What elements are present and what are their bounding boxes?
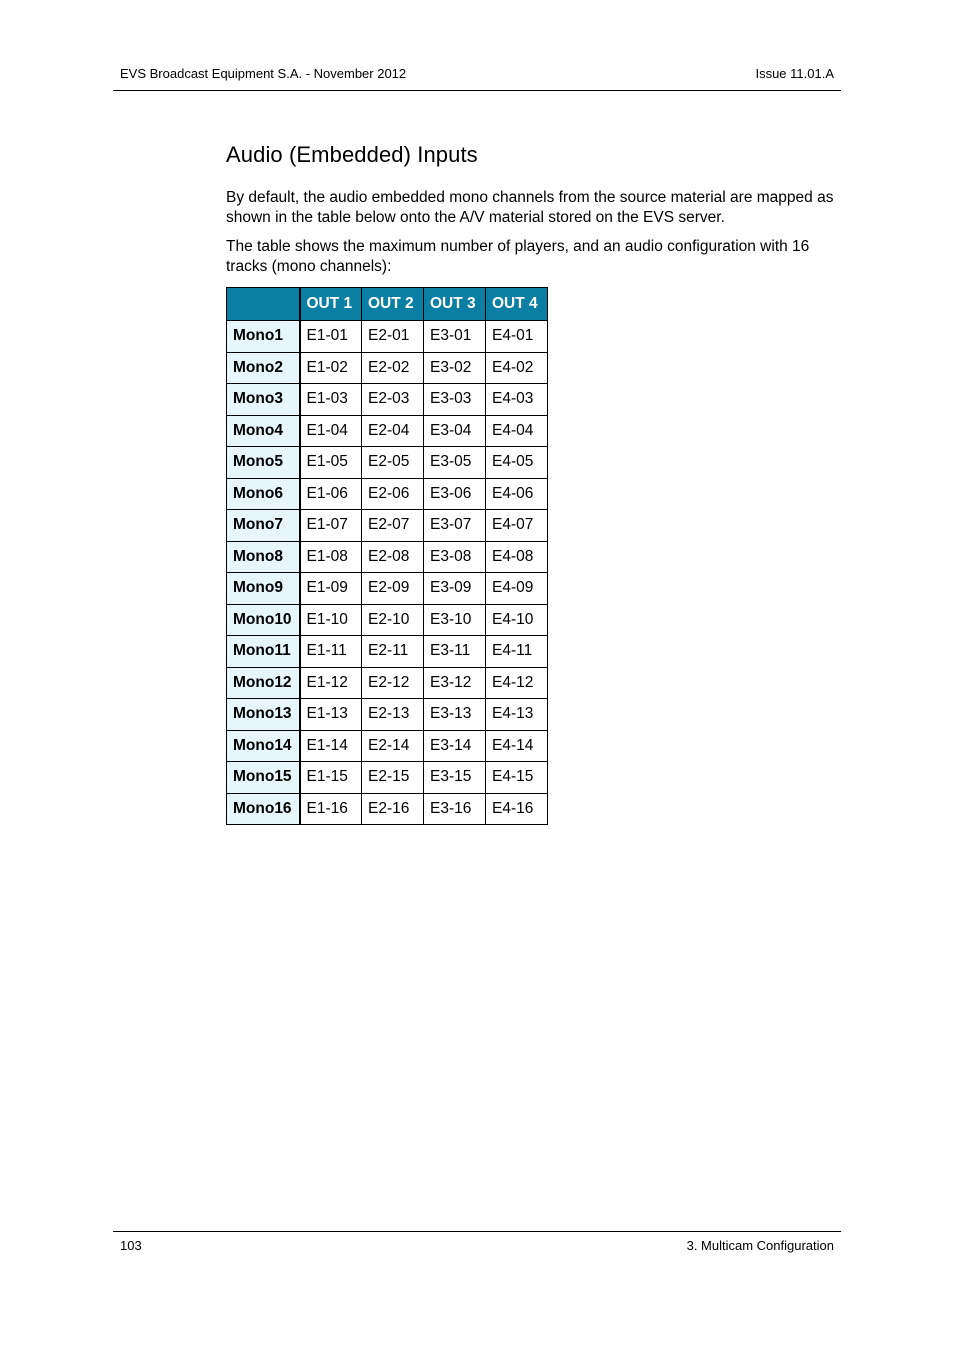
- table-cell: E2-01: [362, 321, 424, 353]
- table-cell: E3-03: [424, 384, 486, 416]
- audio-mapping-table: [226, 287, 548, 825]
- table-cell: E3-16: [424, 793, 486, 825]
- table-cell: E3-09: [424, 573, 486, 605]
- table-cell: E3-13: [424, 699, 486, 731]
- section-title: Audio (Embedded) Inputs: [226, 142, 478, 167]
- table-row: [227, 699, 548, 731]
- table-cell: E2-06: [362, 478, 424, 510]
- row-header-cell: Mono1: [227, 321, 300, 353]
- table-cell: E4-16: [486, 793, 548, 825]
- table-row: [227, 510, 548, 542]
- table-cell: E3-15: [424, 762, 486, 794]
- table-cell: E4-10: [486, 604, 548, 636]
- row-header-cell: Mono2: [227, 352, 300, 384]
- table-cell: E4-07: [486, 510, 548, 542]
- row-header-cell: Mono13: [227, 699, 300, 731]
- column-header: OUT 4: [486, 288, 548, 321]
- table-cell: E3-01: [424, 321, 486, 353]
- row-header-cell: Mono8: [227, 541, 300, 573]
- table-cell: E4-05: [486, 447, 548, 479]
- table-cell: E2-10: [362, 604, 424, 636]
- table-cell: E2-16: [362, 793, 424, 825]
- column-header: OUT 1: [300, 288, 362, 321]
- table-row: [227, 478, 548, 510]
- table-row: [227, 573, 548, 605]
- row-header-cell: Mono11: [227, 636, 300, 668]
- row-header-cell: Mono16: [227, 793, 300, 825]
- table-cell: E4-03: [486, 384, 548, 416]
- table-cell: E4-06: [486, 478, 548, 510]
- table-row: [227, 352, 548, 384]
- table-cell: E2-03: [362, 384, 424, 416]
- table-cell: E1-09: [300, 573, 362, 605]
- table-cell: E2-15: [362, 762, 424, 794]
- table-cell: E4-13: [486, 699, 548, 731]
- table-cell: E2-02: [362, 352, 424, 384]
- table-cell: E1-11: [300, 636, 362, 668]
- table-cell: E3-04: [424, 415, 486, 447]
- table-row: [227, 604, 548, 636]
- table-cell: E2-04: [362, 415, 424, 447]
- table-row: [227, 636, 548, 668]
- row-header-cell: Mono5: [227, 447, 300, 479]
- table-cell: E1-10: [300, 604, 362, 636]
- page-number: 103: [120, 1238, 142, 1253]
- table-cell: E1-14: [300, 730, 362, 762]
- header-rule: [113, 90, 841, 91]
- column-header: OUT 3: [424, 288, 486, 321]
- table-cell: E1-03: [300, 384, 362, 416]
- table-row: [227, 415, 548, 447]
- table-cell: E4-14: [486, 730, 548, 762]
- table-header-row: [227, 288, 548, 321]
- table-cell: E1-15: [300, 762, 362, 794]
- table-cell: E2-09: [362, 573, 424, 605]
- table-cell: E2-12: [362, 667, 424, 699]
- table-cell: E4-12: [486, 667, 548, 699]
- table-cell: E3-11: [424, 636, 486, 668]
- table-cell: E3-10: [424, 604, 486, 636]
- table-body: [227, 321, 548, 825]
- table-cell: E4-04: [486, 415, 548, 447]
- table-cell: E3-05: [424, 447, 486, 479]
- table-row: [227, 762, 548, 794]
- row-header-cell: Mono10: [227, 604, 300, 636]
- header-issue: Issue 11.01.A: [755, 66, 834, 81]
- paragraph-2: The table shows the maximum number of players, and an audio configuration with 16 tracks (mono channels):: [226, 238, 810, 275]
- row-header-cell: Mono12: [227, 667, 300, 699]
- table-cell: E1-12: [300, 667, 362, 699]
- table-cell: E3-02: [424, 352, 486, 384]
- table-cell: E3-08: [424, 541, 486, 573]
- table-cell: E2-14: [362, 730, 424, 762]
- table-cell: E1-06: [300, 478, 362, 510]
- row-header-cell: Mono15: [227, 762, 300, 794]
- table-row: [227, 321, 548, 353]
- table-cell: E1-05: [300, 447, 362, 479]
- table-cell: E1-16: [300, 793, 362, 825]
- table-row: [227, 384, 548, 416]
- row-header-cell: Mono9: [227, 573, 300, 605]
- row-header-cell: Mono3: [227, 384, 300, 416]
- table-cell: E3-07: [424, 510, 486, 542]
- table-cell: E1-04: [300, 415, 362, 447]
- header-title: EVS Broadcast Equipment S.A. - November 2012: [120, 66, 407, 81]
- column-header: OUT 2: [362, 288, 424, 321]
- table-cell: E1-02: [300, 352, 362, 384]
- table-cell: E1-01: [300, 321, 362, 353]
- row-header-cell: Mono7: [227, 510, 300, 542]
- table-cell: E4-02: [486, 352, 548, 384]
- table-row: [227, 667, 548, 699]
- paragraph-1: By default, the audio embedded mono channels from the source material are mapped as shown in the table below onto the A/V material stored on the EVS server.: [226, 189, 834, 226]
- table-cell: E1-08: [300, 541, 362, 573]
- table-cell: E2-11: [362, 636, 424, 668]
- footer-section: 3. Multicam Configuration: [686, 1238, 834, 1253]
- table-cell: E1-13: [300, 699, 362, 731]
- table-cell: E3-06: [424, 478, 486, 510]
- table-row: [227, 447, 548, 479]
- table-cell: E4-11: [486, 636, 548, 668]
- table-cell: E4-09: [486, 573, 548, 605]
- table-row: [227, 793, 548, 825]
- row-header-cell: Mono4: [227, 415, 300, 447]
- row-header-cell: Mono6: [227, 478, 300, 510]
- table-cell: E3-14: [424, 730, 486, 762]
- table-row: [227, 730, 548, 762]
- table-cell: E4-15: [486, 762, 548, 794]
- footer-rule: [113, 1231, 841, 1232]
- table-cell: E1-07: [300, 510, 362, 542]
- table-row: [227, 541, 548, 573]
- table-corner-cell: [227, 288, 300, 321]
- table-cell: E2-07: [362, 510, 424, 542]
- table-cell: E4-01: [486, 321, 548, 353]
- table-cell: E3-12: [424, 667, 486, 699]
- row-header-cell: Mono14: [227, 730, 300, 762]
- table-cell: E2-05: [362, 447, 424, 479]
- table-cell: E2-08: [362, 541, 424, 573]
- table-cell: E2-13: [362, 699, 424, 731]
- table-cell: E4-08: [486, 541, 548, 573]
